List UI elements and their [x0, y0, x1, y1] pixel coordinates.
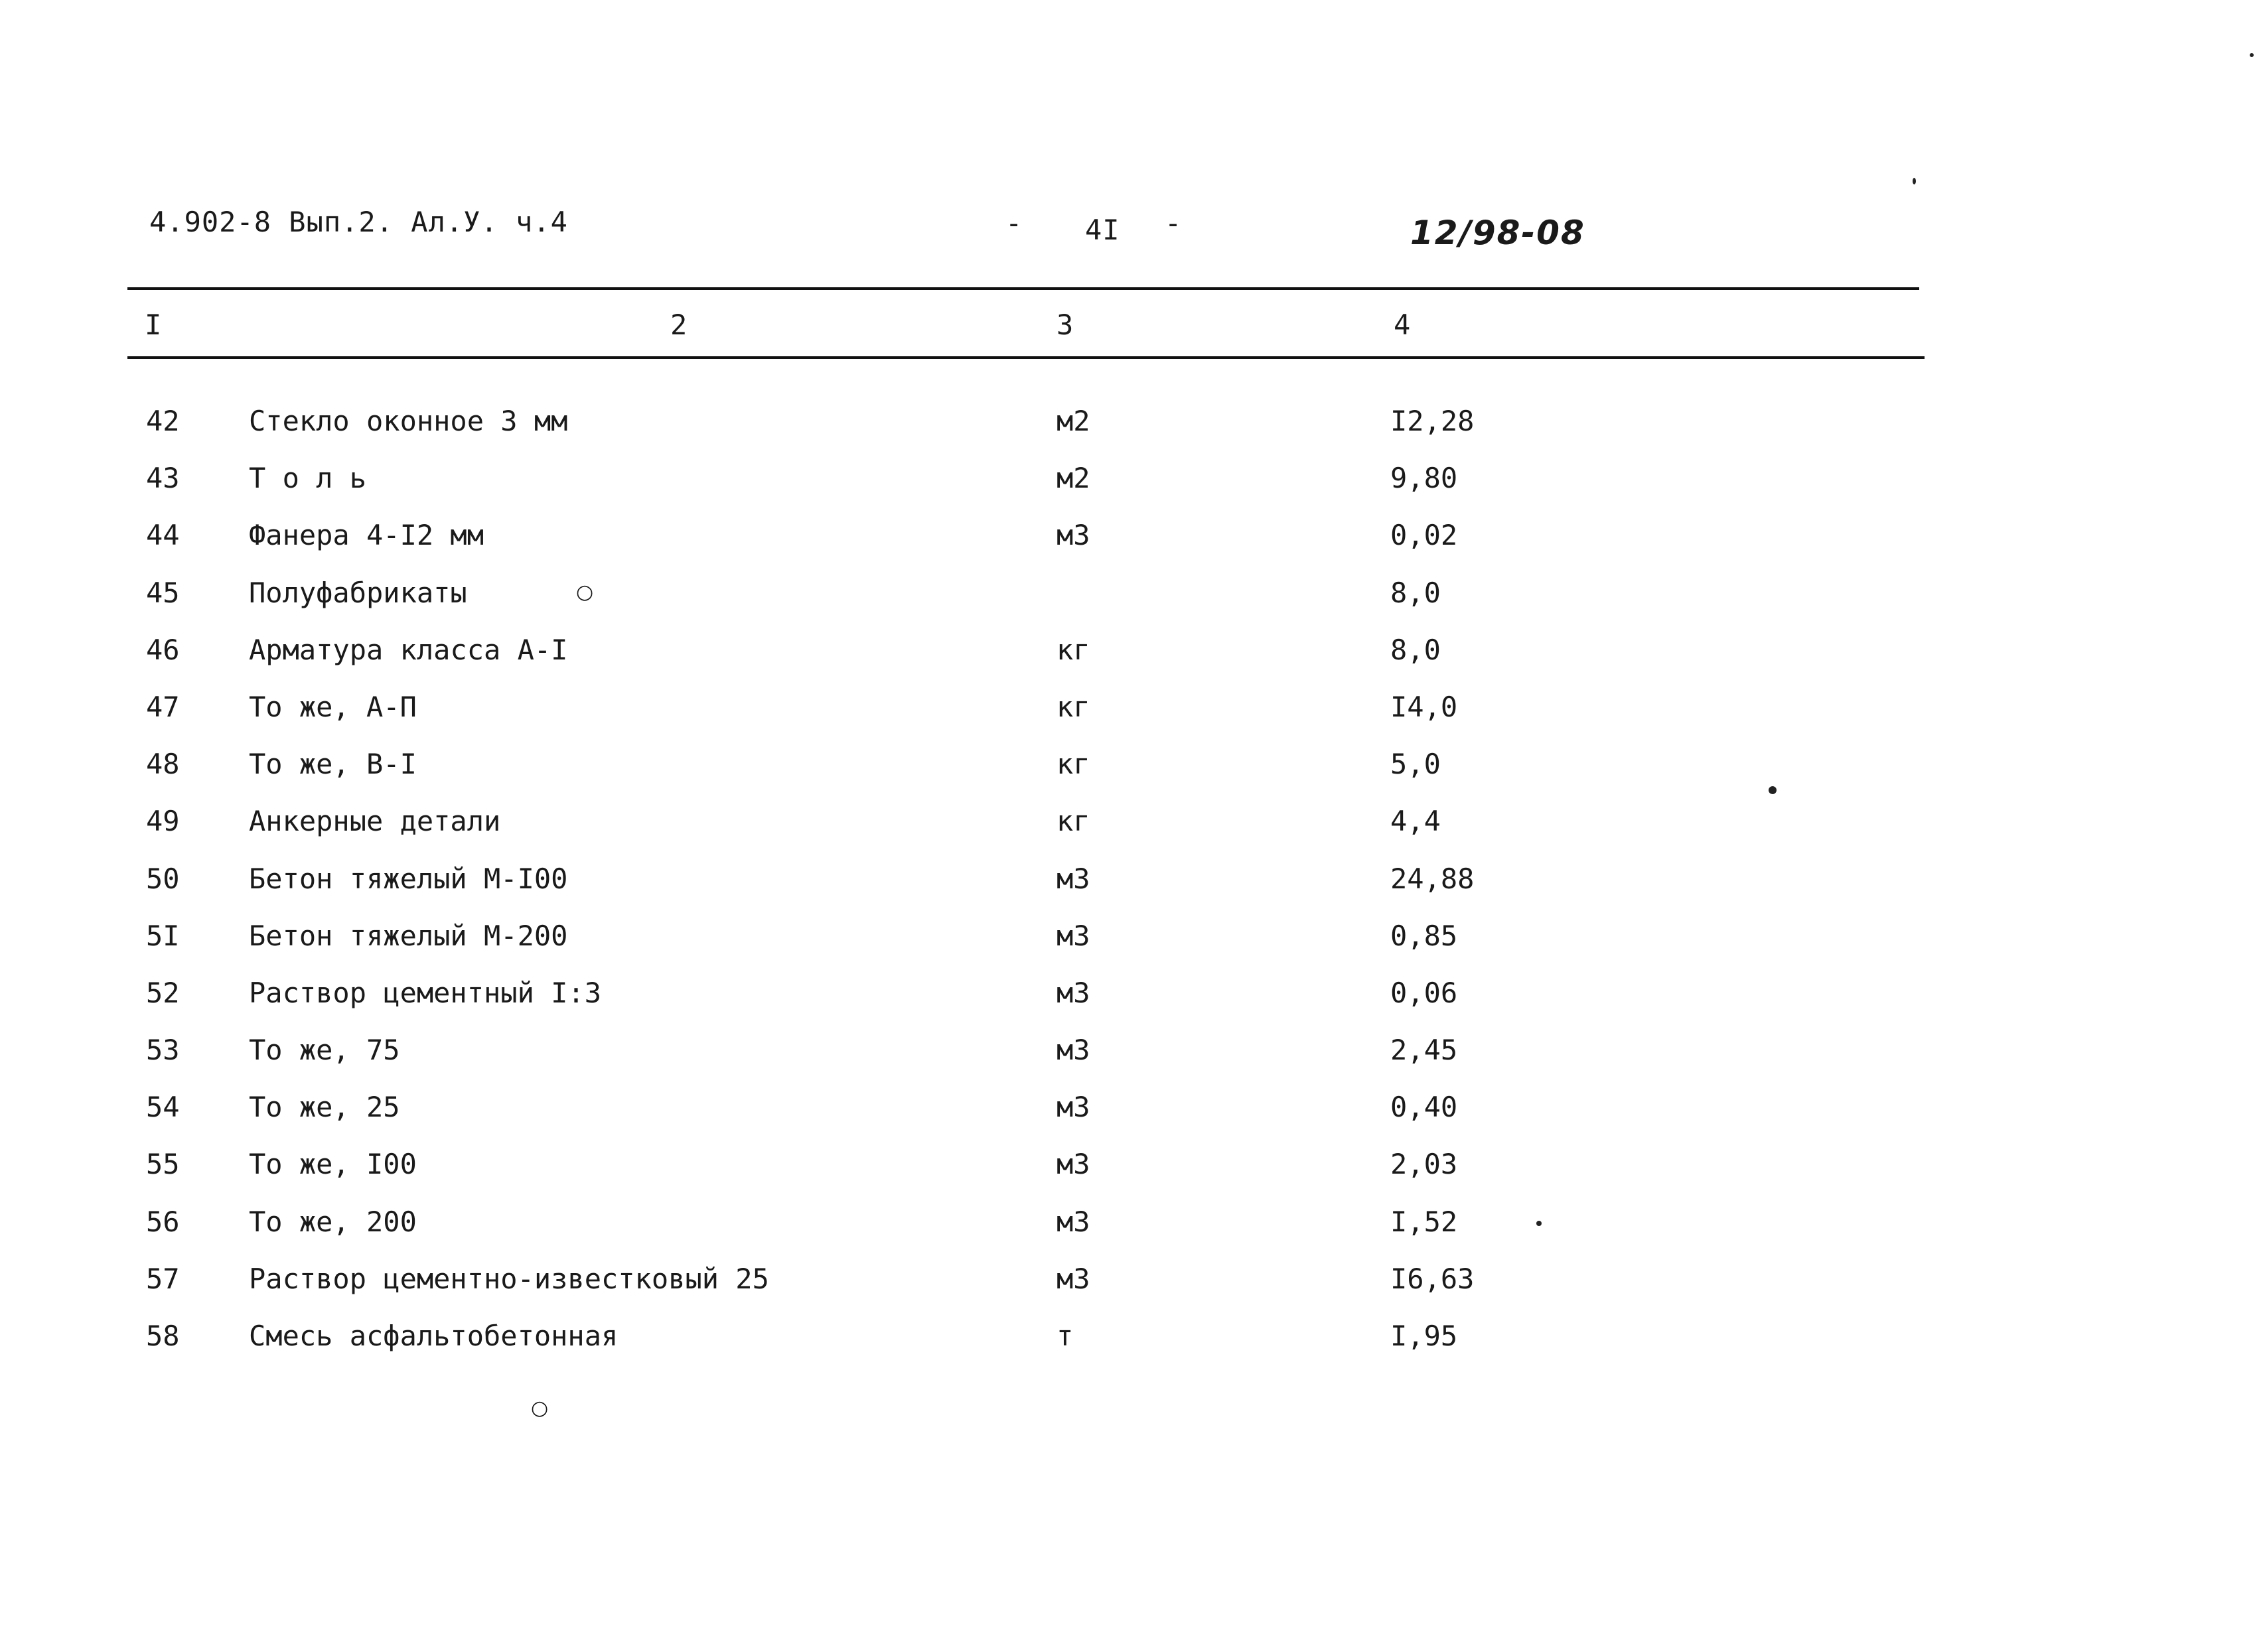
page-number-dash-left: -	[1005, 207, 1023, 240]
row-number: 55	[146, 1148, 180, 1181]
row-unit: т	[1057, 1320, 1074, 1352]
row-quantity: I,95	[1390, 1320, 1458, 1352]
scan-speck	[1913, 178, 1916, 184]
row-material: Стекло оконное 3 мм	[249, 405, 568, 437]
row-quantity: 0,85	[1390, 919, 1458, 952]
row-material: Фанера 4-I2 мм	[249, 519, 484, 552]
row-number: 48	[146, 748, 180, 781]
row-unit: м3	[1057, 919, 1090, 952]
table-row	[0, 691, 2259, 748]
row-unit: м2	[1057, 462, 1090, 495]
row-unit: кг	[1057, 690, 1090, 723]
table-row	[0, 862, 2259, 920]
row-quantity: 24,88	[1390, 862, 1475, 895]
row-material: То же, 75	[249, 1034, 400, 1067]
row-number: 46	[146, 633, 180, 666]
row-quantity: 4,4	[1390, 805, 1441, 838]
row-material: То же, 25	[249, 1091, 400, 1124]
row-quantity: 2,45	[1390, 1034, 1458, 1067]
row-unit: кг	[1057, 633, 1090, 666]
table-row	[0, 577, 2259, 634]
row-unit: м3	[1057, 1034, 1090, 1067]
row-quantity: 0,02	[1390, 519, 1458, 552]
table-row	[0, 462, 2259, 519]
table-row	[0, 1091, 2259, 1148]
scan-speck	[1769, 786, 1777, 794]
row-material: То же, 200	[249, 1205, 417, 1238]
row-quantity: I4,0	[1390, 690, 1458, 723]
row-unit: м3	[1057, 1148, 1090, 1181]
row-number: 56	[146, 1205, 180, 1238]
row-material: Полуфабрикаты	[249, 576, 467, 609]
row-number: 49	[146, 805, 180, 838]
row-number: 52	[146, 976, 180, 1009]
row-unit: м3	[1057, 1262, 1090, 1295]
row-number: 45	[146, 576, 180, 609]
table-row	[0, 1320, 2259, 1377]
row-material: Раствор цементно-известковый 25	[249, 1262, 769, 1295]
document-code: 4.902-8 Вып.2. Ал.У. ч.4	[149, 206, 568, 238]
column-header-3: 3	[1057, 309, 1074, 341]
row-unit: м3	[1057, 976, 1090, 1009]
row-quantity: 2,03	[1390, 1148, 1458, 1181]
scan-speck	[2250, 53, 2254, 57]
row-material: То же, I00	[249, 1148, 417, 1181]
row-material: Бетон тяжелый М-I00	[249, 862, 568, 895]
table-row	[0, 1205, 2259, 1263]
table-row	[0, 1263, 2259, 1320]
row-quantity: 8,0	[1390, 633, 1441, 666]
table-row	[0, 405, 2259, 462]
table-row	[0, 748, 2259, 805]
row-unit: м3	[1057, 1091, 1090, 1124]
row-material: Бетон тяжелый М-200	[249, 919, 568, 952]
column-header-2: 2	[670, 309, 688, 341]
table-row	[0, 920, 2259, 977]
row-unit: м2	[1057, 405, 1090, 437]
row-unit: кг	[1057, 748, 1090, 781]
column-header-1: I	[145, 309, 162, 341]
table-row	[0, 634, 2259, 691]
table-row	[0, 519, 2259, 576]
row-quantity: 8,0	[1390, 576, 1441, 609]
row-material: Т о л ь	[249, 462, 367, 495]
table-top-rule	[127, 287, 1919, 290]
row-unit: м3	[1057, 1205, 1090, 1238]
row-material: То же, А-П	[249, 690, 417, 723]
row-quantity: 0,40	[1390, 1091, 1458, 1124]
row-unit: кг	[1057, 805, 1090, 838]
row-number: 42	[146, 405, 180, 437]
handwritten-reference: 12/98-08	[1410, 214, 1585, 252]
scan-mark-circle: ○	[531, 1397, 549, 1420]
row-quantity: 5,0	[1390, 748, 1441, 781]
table-row	[0, 1148, 2259, 1205]
row-number: 5I	[146, 919, 180, 952]
row-unit: м3	[1057, 862, 1090, 895]
scan-mark-circle: ○	[576, 581, 594, 604]
row-number: 44	[146, 519, 180, 552]
row-quantity: I2,28	[1390, 405, 1475, 437]
page-number: 4I	[1085, 214, 1120, 246]
table-row	[0, 805, 2259, 862]
column-header-4: 4	[1394, 309, 1411, 341]
row-quantity: 9,80	[1390, 462, 1458, 495]
table-body	[0, 405, 2259, 1377]
row-quantity: I,52	[1390, 1205, 1458, 1238]
row-material: Раствор цементный I:3	[249, 976, 602, 1009]
page-number-dash-right: -	[1165, 207, 1183, 240]
row-number: 53	[146, 1034, 180, 1067]
row-number: 50	[146, 862, 180, 895]
row-quantity: 0,06	[1390, 976, 1458, 1009]
row-material: Смесь асфальтобетонная	[249, 1320, 619, 1352]
table-row	[0, 1034, 2259, 1091]
row-quantity: I6,63	[1390, 1262, 1475, 1295]
row-number: 43	[146, 462, 180, 495]
scan-speck	[1536, 1221, 1542, 1226]
row-number: 57	[146, 1262, 180, 1295]
row-unit: м3	[1057, 519, 1090, 552]
row-material: Арматура класса А-I	[249, 633, 568, 666]
row-number: 58	[146, 1320, 180, 1352]
table-header-rule	[127, 356, 1925, 359]
row-material: То же, В-I	[249, 748, 417, 781]
table-row	[0, 977, 2259, 1034]
row-number: 54	[146, 1091, 180, 1124]
row-material: Анкерные детали	[249, 805, 501, 838]
row-number: 47	[146, 690, 180, 723]
